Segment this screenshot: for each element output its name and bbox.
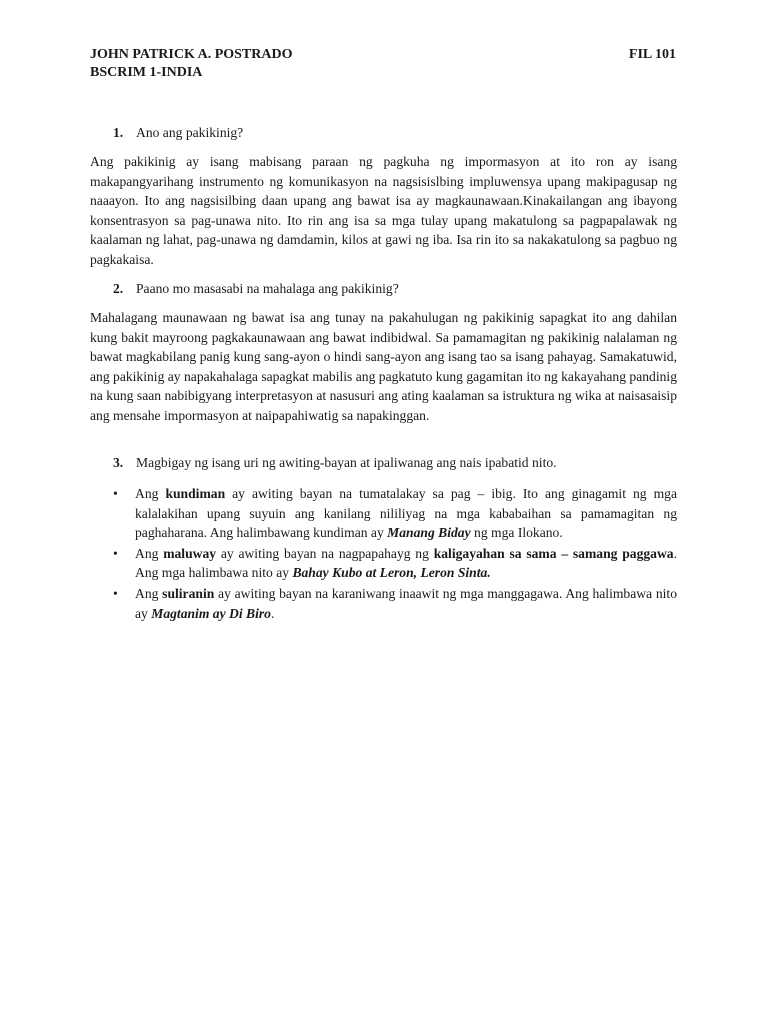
song-example: Bahay Kubo at Leron, Leron Sinta. [292,565,491,581]
question-number: 3. [113,455,124,470]
text-run: ay awiting bayan na tumatalakay sa pag – ibig. Ito ang ginagamit ng mga kalalakihan upang suyuin ang kanilang nililiyag na mga kababaihan sa pamamagitan ng paghaharana. Ang halimbawang kundiman ay [135,486,678,541]
bullet-icon: • [113,545,118,561]
song-type-term: kundiman [165,486,226,501]
answer-1: Ang pakikinig ay isang mabisang paraan ng pagkuha ng impormasyon at ito ron ay isang makapangyarihang instrumento ng komunikasyon na nagsisislbing impluwensya upang makipagusap ng naaayon. Ito ang nagsisilbing daan upang ang bawat isa ay magkaunawaan.Kinakailangan ang ibayong konsentrasyon sa pag-unawa nito. Ito rin ang isa sa mga tulay upang makatulong sa pagpapalawak ng kaalaman ng lahat, pag-unawa ng damdamin, kilos at gawi ng iba. Isa rin ito sa nakakatulong sa pagbuo ng pagkakaisa. [90,154,677,267]
question-number: 2. [113,281,124,296]
text-run: ng mga Ilokano. [470,525,563,541]
song-theme: kaligayahan sa sama – samang paggawa [433,545,674,561]
song-example: Magtanim ay Di Biro [151,605,271,621]
list-item [113,584,677,623]
text-run: . Ang mga halimbawa nito ay [135,545,677,581]
song-type-term: maluway [163,545,217,561]
list-item [113,544,677,583]
bullet-icon: • [113,585,118,601]
question-3 [113,454,557,472]
song-example: Manang Biday [387,525,471,541]
question-number: 1. [113,125,124,140]
student-name: JOHN PATRICK A. POSTRADO [90,47,293,62]
question-1 [113,124,243,142]
song-type-term: suliranin [162,585,215,601]
text-run: ay awiting bayan na nagpapahayg ng [216,545,434,561]
question-2 [113,280,399,298]
course-code: FIL 101 [628,47,676,62]
student-section: BSCRIM 1-INDIA [90,65,203,80]
question-text: Magbigay ng isang uri ng awiting-bayan at ipaliwanag ang nais ipabatid nito. [136,455,557,470]
answer-2: Mahalagang maunawaan ng bawat isa ang tunay na pakahulugan ng pakikinig sapagkat ito ang dahilan kung bakit mayroong pagkakaunawaan ang bawat indibidwal. Sa pamamagitan ng pakikinig nalalaman ng bawat magkabilang panig kung sang-ayon o hindi sang-ayon ang isang tao sa isang pahayag. Samakatuwid, ang pakikinig ay napakahalaga sapagkat mabilis ang pagkatuto kung gagamitan ito ng kakayahang pandinig na kung saan nabibigyang interpretasyon at nasusuri ang ating kaalaman sa istruktura ng wika at naisasaisip ang mensahe impormasyon at naipapahiwatig sa napakinggan. [90,310,678,423]
question-text: Paano mo masasabi na mahalaga ang pakikinig? [136,281,399,296]
text-run: ay awiting bayan na karaniwang inaawit ng mga manggagawa. Ang halimbawa nito ay [135,585,677,621]
document-header [90,46,676,82]
text-run: Ang [135,486,166,501]
song-type-list [113,484,677,624]
text-run: Ang [135,545,164,561]
question-text: Ano ang pakikinig? [136,125,244,140]
text-run: . [270,605,275,621]
bullet-icon: • [113,486,118,501]
text-run: Ang [135,585,163,601]
list-item [113,484,677,543]
